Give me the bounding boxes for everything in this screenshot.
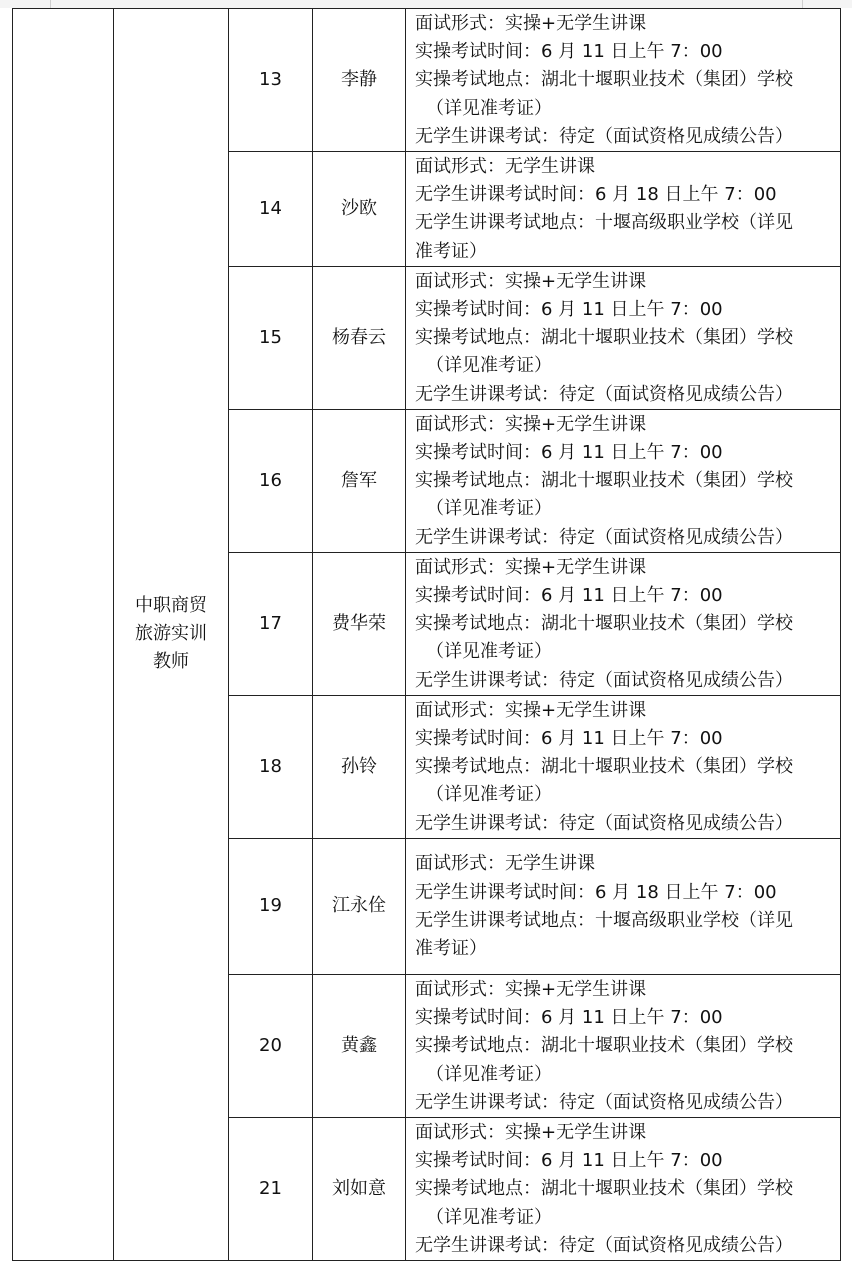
position-category-cell xyxy=(114,9,229,1261)
interview-info-cell xyxy=(406,552,841,695)
info-line: 实操考试地点：湖北十堰职业技术（集团）学校 xyxy=(415,1178,793,1200)
info-line: 实操考试时间：6 月 11 日上午 7：00 xyxy=(415,1007,723,1029)
info-line: 面试形式：实操+无学生讲课 xyxy=(415,556,647,578)
info-line: 无学生讲课考试：待定（面试资格见成绩公告） xyxy=(415,125,793,147)
position-category: 中职商贸旅游实训教师 xyxy=(135,595,207,673)
info-line: 无学生讲课考试：待定（面试资格见成绩公告） xyxy=(415,812,793,834)
info-line: 无学生讲课考试：待定（面试资格见成绩公告） xyxy=(415,1234,793,1256)
info-line: （详见准考证） xyxy=(426,641,552,663)
info-line: 面试形式：实操+无学生讲课 xyxy=(415,978,647,1000)
info-line: 面试形式：实操+无学生讲课 xyxy=(415,699,647,721)
info-line: 面试形式：实操+无学生讲课 xyxy=(415,13,647,34)
info-line: 实操考试时间：6 月 11 日上午 7：00 xyxy=(415,728,723,750)
candidate-number: 14 xyxy=(229,152,313,267)
info-line: 实操考试地点：湖北十堰职业技术（集团）学校 xyxy=(415,470,793,492)
interview-schedule-table xyxy=(12,8,841,1261)
info-line: 面试形式：无学生讲课 xyxy=(415,853,595,875)
candidate-number: 16 xyxy=(229,409,313,552)
info-line: 无学生讲课考试时间：6 月 18 日上午 7：00 xyxy=(415,184,777,206)
candidate-name: 李静 xyxy=(313,9,406,152)
interview-info-cell xyxy=(406,974,841,1117)
candidate-number: 18 xyxy=(229,695,313,838)
interview-info-cell xyxy=(406,9,841,152)
candidate-name: 刘如意 xyxy=(313,1117,406,1260)
interview-info xyxy=(415,152,836,266)
info-line: 实操考试时间：6 月 11 日上午 7：00 xyxy=(415,41,723,63)
blank-column-cell xyxy=(13,9,114,1261)
candidate-number: 15 xyxy=(229,266,313,409)
interview-info-cell xyxy=(406,1117,841,1260)
info-line: 无学生讲课考试：待定（面试资格见成绩公告） xyxy=(415,383,793,405)
interview-info-cell xyxy=(406,838,841,974)
interview-info xyxy=(415,553,836,695)
candidate-number: 21 xyxy=(229,1117,313,1260)
info-line: 无学生讲课考试地点：十堰高级职业学校（详见 xyxy=(415,909,793,931)
info-line: 实操考试时间：6 月 11 日上午 7：00 xyxy=(415,1150,723,1172)
candidate-name: 沙欧 xyxy=(313,152,406,267)
interview-info xyxy=(415,975,836,1117)
info-line: 面试形式：无学生讲课 xyxy=(415,156,595,178)
previous-page-edge xyxy=(0,0,852,8)
info-line: 准考证） xyxy=(415,240,487,262)
info-line: 无学生讲课考试：待定（面试资格见成绩公告） xyxy=(415,1091,793,1113)
interview-info-cell xyxy=(406,152,841,267)
interview-info xyxy=(415,9,836,151)
candidate-name: 孙铃 xyxy=(313,695,406,838)
interview-info-cell xyxy=(406,266,841,409)
info-line: 实操考试地点：湖北十堰职业技术（集团）学校 xyxy=(415,327,793,349)
info-line: 无学生讲课考试：待定（面试资格见成绩公告） xyxy=(415,526,793,548)
candidate-name: 杨春云 xyxy=(313,266,406,409)
info-line: 实操考试时间：6 月 11 日上午 7：00 xyxy=(415,585,723,607)
candidate-number: 13 xyxy=(229,9,313,152)
info-line: 实操考试地点：湖北十堰职业技术（集团）学校 xyxy=(415,613,793,635)
candidate-name: 江永佺 xyxy=(313,838,406,974)
interview-info xyxy=(415,267,836,409)
info-line: （详见准考证） xyxy=(426,1063,552,1085)
interview-info xyxy=(415,849,836,963)
interview-info xyxy=(415,696,836,838)
info-line: 实操考试地点：湖北十堰职业技术（集团）学校 xyxy=(415,756,793,778)
interview-info xyxy=(415,410,836,552)
info-line: 面试形式：实操+无学生讲课 xyxy=(415,413,647,435)
info-line: （详见准考证） xyxy=(426,498,552,520)
info-line: （详见准考证） xyxy=(426,1206,552,1228)
info-line: 实操考试地点：湖北十堰职业技术（集团）学校 xyxy=(415,69,793,91)
info-line: （详见准考证） xyxy=(426,355,552,377)
info-line: 无学生讲课考试地点：十堰高级职业学校（详见 xyxy=(415,212,793,234)
column-tick xyxy=(802,0,803,8)
info-line: 实操考试地点：湖北十堰职业技术（集团）学校 xyxy=(415,1035,793,1057)
info-line: 无学生讲课考试：待定（面试资格见成绩公告） xyxy=(415,669,793,691)
info-line: 面试形式：实操+无学生讲课 xyxy=(415,270,647,292)
info-line: 实操考试时间：6 月 11 日上午 7：00 xyxy=(415,442,723,464)
interview-info-cell xyxy=(406,695,841,838)
candidate-name: 费华荣 xyxy=(313,552,406,695)
interview-info-cell xyxy=(406,409,841,552)
table-body xyxy=(13,9,841,1261)
table-row xyxy=(13,9,841,152)
info-line: 面试形式：实操+无学生讲课 xyxy=(415,1121,647,1143)
interview-info xyxy=(415,1118,836,1260)
info-line: 准考证） xyxy=(415,938,487,960)
candidate-name: 黄鑫 xyxy=(313,974,406,1117)
info-line: （详见准考证） xyxy=(426,97,552,119)
info-line: 实操考试时间：6 月 11 日上午 7：00 xyxy=(415,299,723,321)
candidate-number: 19 xyxy=(229,838,313,974)
candidate-number: 20 xyxy=(229,974,313,1117)
candidate-number: 17 xyxy=(229,552,313,695)
candidate-name: 詹军 xyxy=(313,409,406,552)
info-line: （详见准考证） xyxy=(426,784,552,806)
column-tick xyxy=(50,0,51,8)
info-line: 无学生讲课考试时间：6 月 18 日上午 7：00 xyxy=(415,881,777,903)
